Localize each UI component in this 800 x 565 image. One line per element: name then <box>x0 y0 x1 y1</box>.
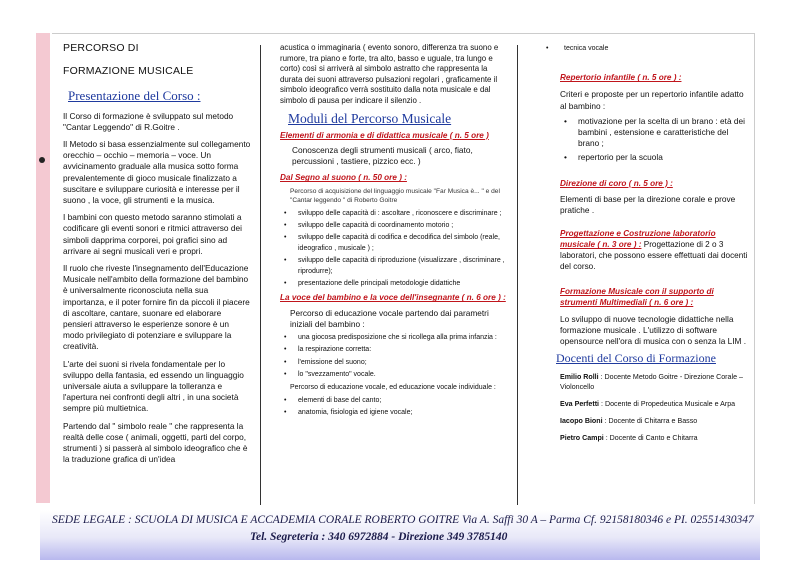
docenti-list <box>560 372 750 443</box>
repertorio-list <box>560 116 750 164</box>
module-segno-note: Percorso di acquisizione del linguaggio musicale "Far Musica è... " e del "Cantar leggendo " di Roberto Goitre <box>290 187 500 204</box>
paragraph-3: I bambini con questo metodo saranno stimolati a codificare gli eventi sonori e ritmici attraverso dei simboli dapprima corporei, poi grafici sino ad arrivare ai segni musicali veri e propri. <box>63 212 242 256</box>
module-segno-list <box>280 209 508 290</box>
list-item: • presentazione delle principali metodologie didattiche <box>280 279 508 289</box>
list-item: • elementi di base del canto; <box>280 396 508 406</box>
docente-row <box>560 399 750 409</box>
presentazione-heading: Presentazione del Corso : <box>68 88 201 104</box>
course-title-line2: FORMAZIONE MUSICALE <box>63 65 194 78</box>
pink-side-band <box>36 33 50 503</box>
list-item: • sviluppo delle capacità di riproduzione (visualizzare , discriminare , riprodurre); <box>280 256 508 277</box>
docente-row <box>560 416 750 426</box>
paragraph-1: Il Corso di formazione è sviluppato sul metodo "Cantar Leggendo" di R.Goitre . <box>63 110 234 132</box>
moduli-heading: Moduli del Percorso Musicale <box>288 110 452 126</box>
module-voce-text-2: Percorso di educazione vocale, ed educazione vocale individuale : <box>290 383 496 391</box>
paragraph-5: L'arte dei suoni si rivela fondamentale per lo sviluppo della fantasia, ed essendo un linguaggio universale aiuta a sviluppare la tolleranza e l'apertura nei confronti degli altri , in una società sempre più multietnica. <box>63 358 244 414</box>
footer-phones: Tel. Segreteria : 340 6972884 - Direzione 349 3785140 <box>250 531 508 543</box>
course-title-line1: PERCORSO DI <box>63 42 139 54</box>
docente-name: Emilio Rolli <box>560 373 599 382</box>
paragraph-6: Partendo dal " simbolo reale " che rappresenta la realtà delle cose ( animali, oggetti, parti del corpo, strumenti ) si passerà al simbolo ideografico che è la traduzione grafica di un'idea <box>63 420 248 465</box>
column-moduli <box>280 43 508 420</box>
docente-role: : Docente di Canto e Chitarra <box>603 434 698 443</box>
list-item: • tecnica vocale <box>542 43 750 54</box>
module-voce-text: Percorso di educazione vocale partendo dai parametri iniziali del bambino : <box>290 307 489 329</box>
column-repertorio <box>556 43 750 450</box>
docente-role: : Docente di Chitarra e Basso <box>602 417 698 426</box>
intro-continuation: acustica o immaginaria ( evento sonoro, differenza tra suono e rumore, tra piano e forte, tra alto, basso e uguale, tra lungo e corto) così si arriverà al simbolo astratto che rappresenta la durata dei suoni attraverso pulsazioni regolari , graficamente il simbolo ideografico verrà sostituito dalla nota musicale e dal simbolo di pausa per indicare il silenzio . <box>280 43 499 105</box>
list-item: • la respirazione corretta: <box>280 345 508 355</box>
bullet-dot-marker <box>39 157 45 163</box>
module-voce-list-2 <box>280 396 508 419</box>
paragraph-2: Il Metodo si basa essenzialmente sul collegamento orecchio – occhio – memoria – voce. Un avvicinamento graduale alla musica sotto forma prevalentemente di gioco musicale finalizzato a suscitare e sviluppare curiosità e interesse per il suono , la voce, gli strumenti e la musica. <box>63 139 251 206</box>
multimedia-title: Formazione Musicale con il supporto di strumenti Multimediali ( n. 6 ore ) : <box>560 287 714 308</box>
list-item: • sviluppo delle capacità di coordinamento motorio ; <box>280 221 508 231</box>
docenti-heading: Docenti del Corso di Formazione <box>556 351 716 366</box>
docente-name: Eva Perfetti <box>560 400 600 409</box>
list-item: • motivazione per la scelta di un brano : età dei bambini , estensione e caratteristiche del brano ; <box>560 116 750 150</box>
docente-row <box>560 372 750 392</box>
list-item: • repertorio per la scuola <box>560 152 750 163</box>
module-segno-title: Dal Segno al suono ( n. 50 ore ) : <box>280 173 407 183</box>
list-item: • una giocosa predisposizione che si ricollega alla prima infanzia : <box>280 333 508 343</box>
docente-role: : Docente di Propedeutica Musicale e Arpa <box>599 400 736 409</box>
docente-name: Pietro Campi <box>560 434 604 443</box>
docente-name: Iacopo Bioni <box>560 417 603 426</box>
column-presentazione <box>63 43 251 472</box>
paragraph-4: Il ruolo che riveste l'insegnamento dell'Educazione Musicale nell'ambito della formazione del bambino è universalmente riconosciuta nella sua importanza, e il poter fornire fin da piccoli il piacere di ascoltare, cantare, suonare ed elaborare pensieri attraverso le esperienze sonore è un modo privilegiato di potenziare e sviluppare la creatività. <box>63 263 250 352</box>
docente-row <box>560 433 750 443</box>
module-armonia-text: Conoscenza degli strumenti musicali ( arco, fiato, percussioni , tastiere, pizzico ecc. ) <box>292 144 473 167</box>
list-item: • sviluppo delle capacità di codifica e decodifica del simbolo (reale, ideografico , musicale ) ; <box>280 233 508 254</box>
column-divider-1 <box>260 45 261 505</box>
repertorio-title: Repertorio infantile ( n. 5 ore ) : <box>560 73 682 83</box>
top-list <box>542 43 750 54</box>
footer-band <box>40 510 760 560</box>
list-item: • l'emissione del suono; <box>280 358 508 368</box>
list-item: • lo "svezzamento" vocale. <box>280 370 508 380</box>
module-armonia-title: Elementi di armonia e di didattica musicale ( n. 5 ore ) <box>280 130 489 140</box>
laboratorio-title: Progettazione e Costruzione laboratorio musicale ( n. 3 ore ) : <box>560 229 716 250</box>
multimedia-text: Lo sviluppo di nuove tecnologie didattiche nella formazione musicale . L'utilizzo di software opensource nell'ora di musica con o senza la LIM . <box>560 313 747 347</box>
laboratorio-text: Progettazione di 2 o 3 laboratori, che possono essere effettuati dai docenti del corso. <box>560 240 748 272</box>
footer-address: SEDE LEGALE : SCUOLA DI MUSICA E ACCADEMIA CORALE ROBERTO GOITRE Via A. Saffi 30 A – Parma Cf. 92158180346 e PI. 02551430347 <box>52 514 754 526</box>
direzione-coro-title: Direzione di coro ( n. 5 ore ) : <box>560 178 673 188</box>
direzione-coro-text: Elementi di base per la direzione corale e prove pratiche . <box>560 193 736 216</box>
list-item: • anatomia, fisiologia ed igiene vocale; <box>280 408 508 418</box>
module-voce-title: La voce del bambino e la voce dell'insegnante ( n. 6 ore ) : <box>280 293 506 303</box>
column-divider-2 <box>517 45 518 505</box>
list-item: • sviluppo delle capacità di : ascoltare , riconoscere e discriminare ; <box>280 209 508 219</box>
docente-role: : Docente Metodo Goitre - Direzione Corale – Violoncello <box>560 373 743 392</box>
repertorio-text: Criteri e proposte per un repertorio infantile adatto al bambino : <box>560 89 744 111</box>
laboratorio-block <box>560 228 750 272</box>
module-voce-list <box>280 333 508 381</box>
